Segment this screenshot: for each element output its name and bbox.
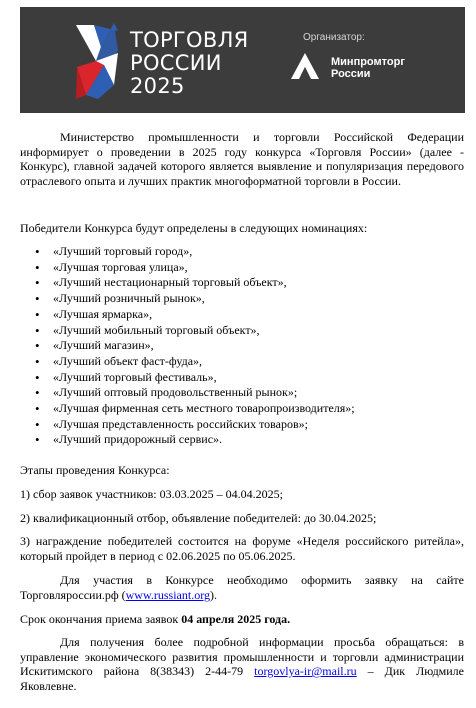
list-item: • «Лучший мобильный торговый объект», bbox=[20, 323, 464, 339]
stage-item: 1) сбор заявок участников: 03.03.2025 – 04.04.2025; bbox=[20, 487, 283, 501]
participation-paragraph bbox=[20, 573, 464, 602]
deadline-label: Срок окончания приема заявок bbox=[20, 612, 182, 626]
deadline-paragraph bbox=[20, 612, 464, 627]
contacts-text-end: – Дик Людмиле Яковлевне. bbox=[20, 664, 465, 693]
stages-title: Этапы проведения Конкурса: bbox=[20, 463, 170, 477]
ministry-name bbox=[331, 56, 405, 80]
participation-text-end: ). bbox=[209, 587, 217, 602]
intro-paragraph: Министерство промышленности и торговли Российской Федерации информирует о проведении в 2025 году конкурса «Торговля России» (далее - Конкурс), главной задачей которого является выявление и популяризация передового отраслевого опыта и лучших практик многоформатной торговли в России. bbox=[20, 130, 464, 188]
stage-item: 2) квалификационный отбор, объявление победителей: до 30.04.2025; bbox=[20, 511, 377, 525]
minpromtorg-mark-icon bbox=[290, 51, 320, 81]
brand-title-line: ТОРГОВЛЯ bbox=[130, 28, 249, 52]
nominations-intro: Победители Конкурса будут определены в следующих номинациях: bbox=[20, 221, 368, 235]
contacts-paragraph bbox=[20, 635, 464, 693]
header-banner bbox=[20, 7, 465, 113]
list-item: • «Лучший объект фаст-фуда», bbox=[20, 354, 464, 370]
site-link[interactable]: www.russiant.org bbox=[125, 587, 210, 602]
nominations-list bbox=[20, 244, 464, 448]
brand-title bbox=[130, 29, 280, 98]
tr-ribbon-logo-icon bbox=[74, 21, 120, 101]
list-item: • «Лучшая представленность российских товаров»; bbox=[20, 417, 464, 433]
list-item: • «Лучший нестационарный торговый объект», bbox=[20, 275, 464, 291]
list-item: • «Лучший придорожный сервис». bbox=[20, 432, 464, 448]
list-item: • «Лучшая фирменная сеть местного товаропроизводителя»; bbox=[20, 401, 464, 417]
email-link[interactable]: torgovlya-ir@mail.ru bbox=[254, 664, 357, 678]
list-item: • «Лучший магазин», bbox=[20, 338, 464, 354]
list-item: • «Лучшая ярмарка», bbox=[20, 307, 464, 323]
deadline-date: 04 апреля 2025 года. bbox=[181, 612, 291, 626]
brand-title-line: РОССИИ bbox=[130, 51, 222, 75]
list-item: • «Лучший розничный рынок», bbox=[20, 291, 464, 307]
list-item: • «Лучший торговый фестиваль», bbox=[20, 370, 464, 386]
list-item: • «Лучший оптовый продовольственный рынок»; bbox=[20, 385, 464, 401]
list-item: • «Лучшая торговая улица», bbox=[20, 260, 464, 276]
participation-text: Для участия в Конкурсе необходимо оформить заявку на сайте Торговляроссии.рф ( bbox=[20, 573, 464, 602]
stage-item: 3) награждение победителей состоится на форуме «Неделя российского ритейла», который пройдет в период с 02.06.2025 по 05.06.2025. bbox=[20, 534, 464, 563]
organizer-label: Организатор: bbox=[303, 32, 365, 43]
ministry-name-line: Минпромторг bbox=[331, 56, 405, 68]
list-item: • «Лучший торговый город», bbox=[20, 244, 464, 260]
ministry-name-line: России bbox=[331, 68, 371, 80]
brand-title-line: 2025 bbox=[130, 74, 185, 98]
contacts-text: Для получения более подробной информации просьба обращаться: в управление экономического развития промышленности и торговли администрации Искитимского района 8(38343) 2-44-79 bbox=[20, 635, 464, 678]
